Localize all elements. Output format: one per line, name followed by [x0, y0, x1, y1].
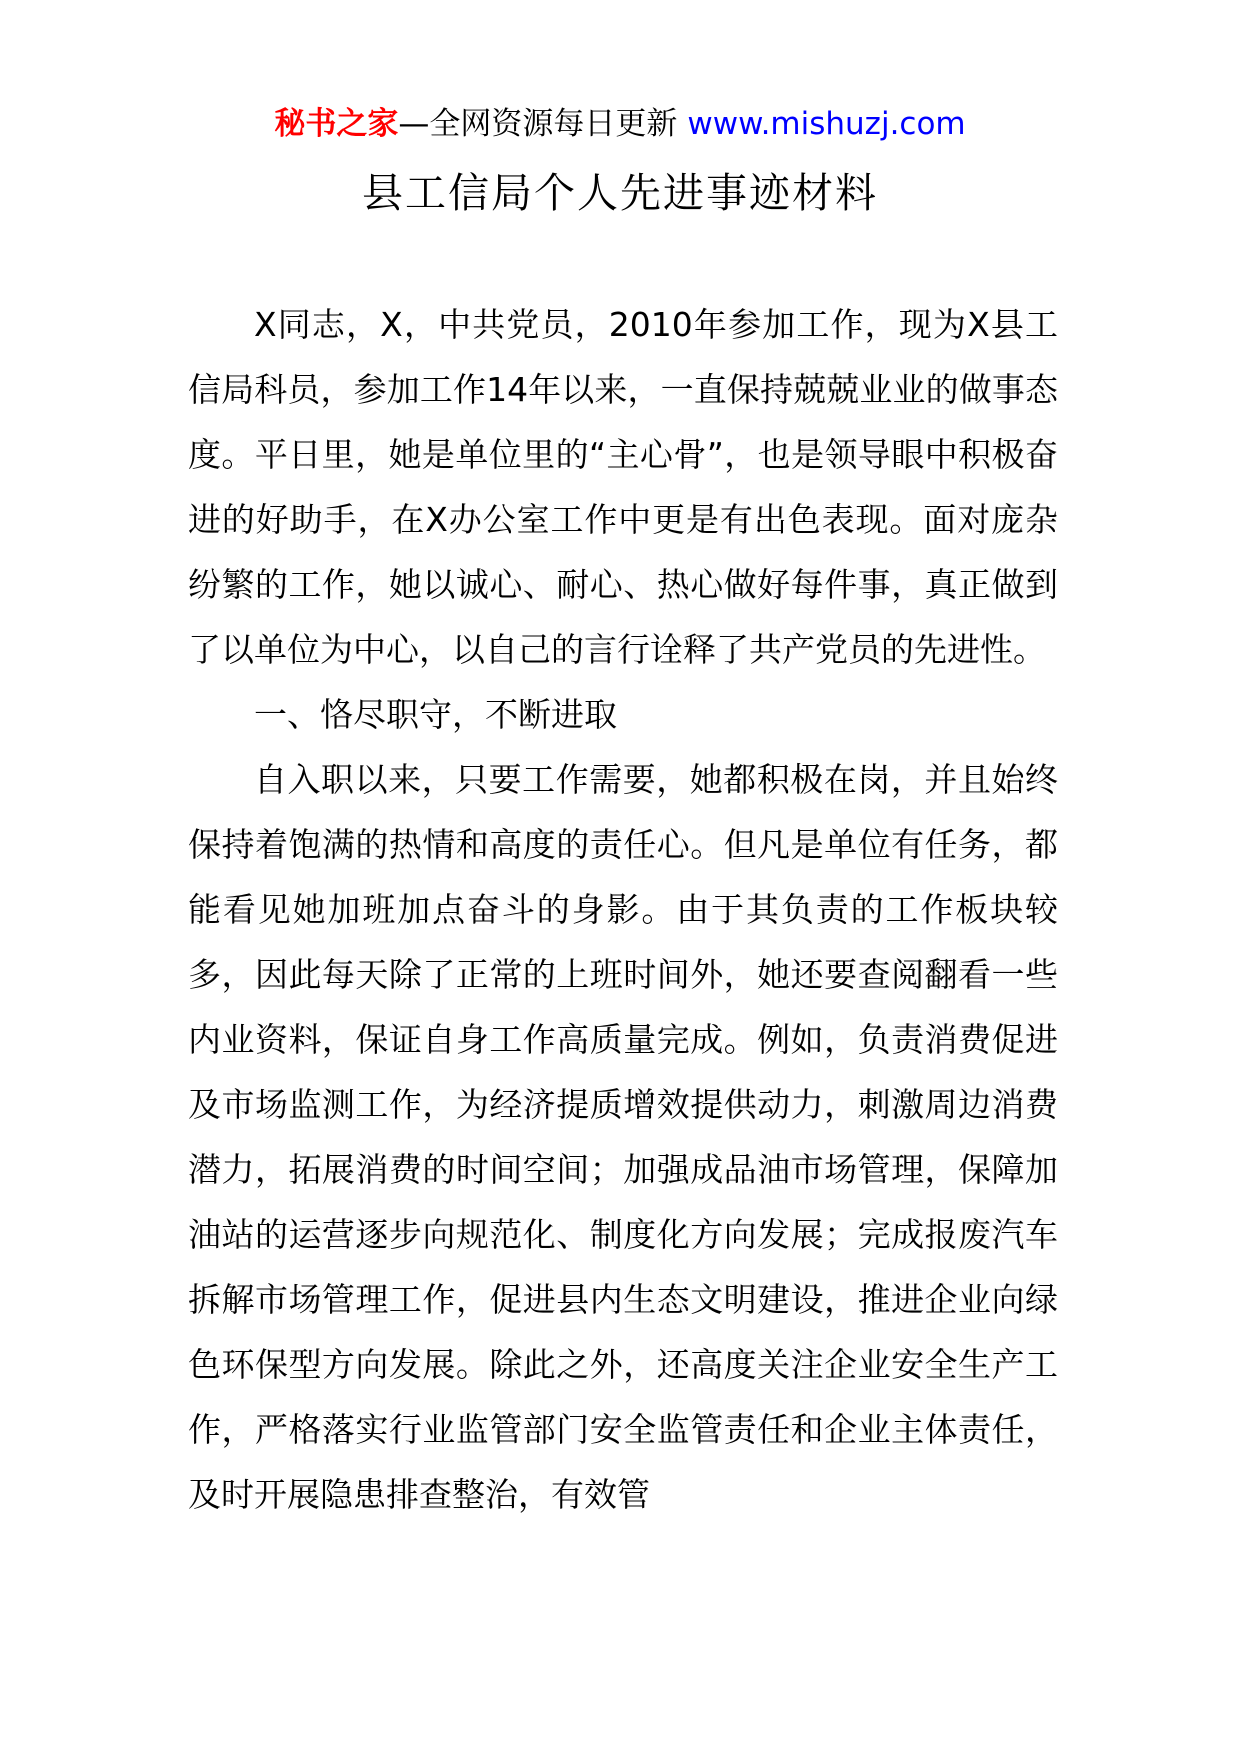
- site-header: [0, 100, 1240, 148]
- section-heading-1: 一、恪尽职守，不断进取: [254, 695, 617, 734]
- document-body: [188, 292, 1058, 1527]
- site-tagline: —全网资源每日更新: [398, 106, 678, 142]
- paragraph-section-1: 自入职以来，只要工作需要，她都积极在岗，并且始终保持着饱满的热情和高度的责任心。但凡是单位有任务，都能看见她加班加点奋斗的身影。由于其负责的工作板块较多，因此每天除了正常的上班时间外，她还要查阅翻看一些内业资料，保证自身工作高质量完成。例如，负责消费促进及市场监测工作，为经济提质增效提供动力，刺激周边消费潜力，拓展消费的时间空间；加强成品油市场管理，保障加油站的运营逐步向规范化、制度化方向发展；完成报废汽车拆解市场管理工作，促进县内生态文明建设，推进企业向绿色环保型方向发展。除此之外，还高度关注企业安全生产工作，严格落实行业监管部门安全监管责任和企业主体责任，及时开展隐患排查整治，有效管: [188, 760, 1058, 1514]
- paragraph-intro: X同志，X，中共党员，2010年参加工作，现为X县工信局科员，参加工作14年以来，一直保持兢兢业业的做事态度。平日里，她是单位里的“主心骨”，也是领导眼中积极奋进的好助手，在X办公室工作中更是有出色表现。面对庞杂纷繁的工作，她以诚心、耐心、热心做好每件事，真正做到了以单位为中心，以自己的言行诠释了共产党员的先进性。: [188, 305, 1058, 669]
- site-url: www.mishuzj.com: [687, 106, 966, 142]
- document-title: 县工信局个人先进事迹材料: [362, 169, 878, 217]
- site-brand: 秘书之家: [274, 106, 399, 142]
